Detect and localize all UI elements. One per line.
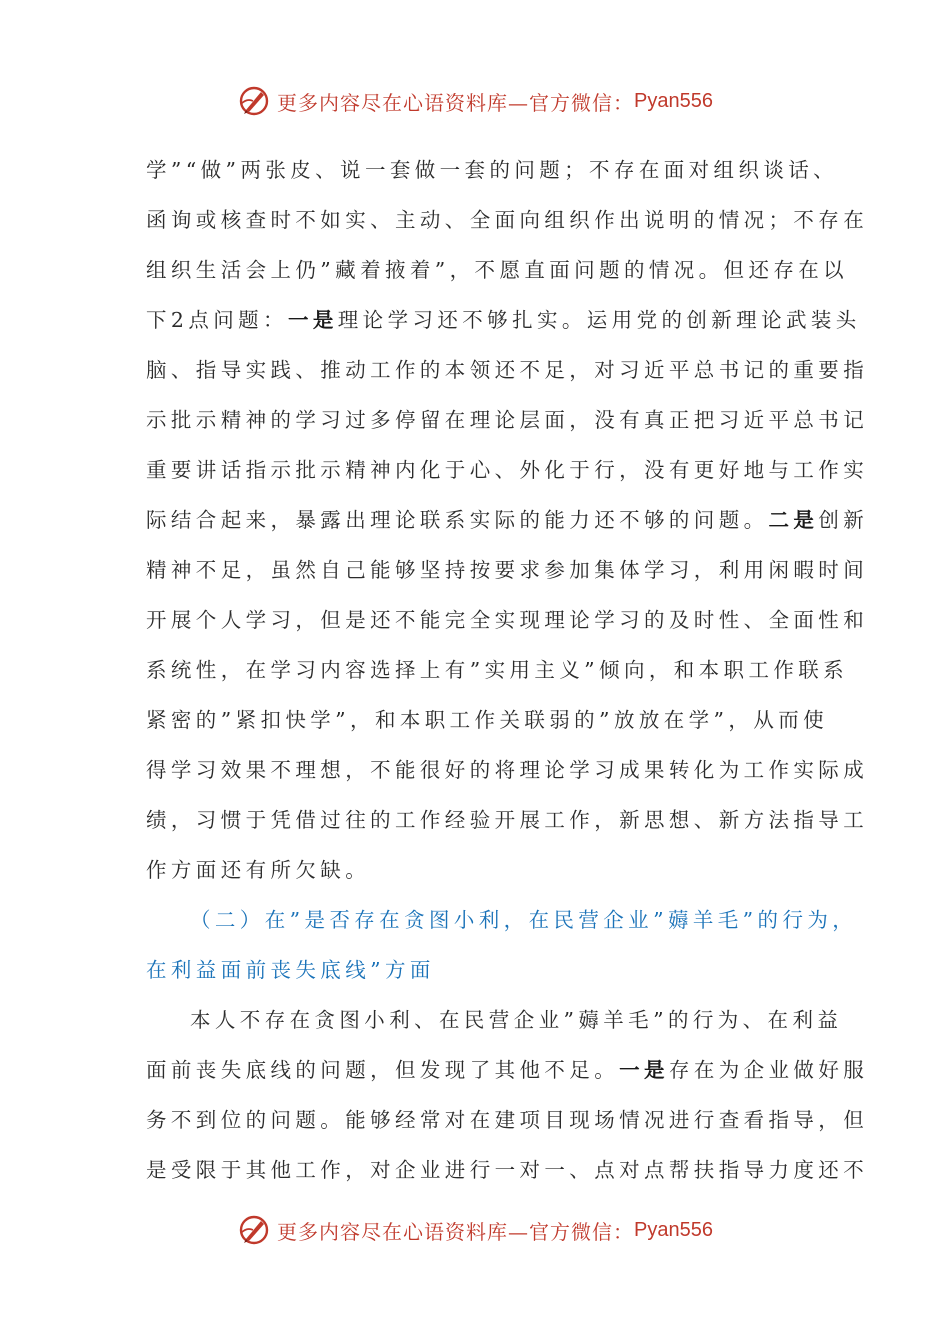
paragraph-line: 系统性，在学习内容选择上有”实用主义”倾向，和本职工作联系 [146,658,849,682]
paragraph-line: 组织生活会上仍”藏着掖着”，不愿直面问题的情况。但还存在以 [146,258,849,282]
banner-text: 更多内容尽在心语资料库— [277,90,530,115]
paragraph-line: 开展个人学习，但是还不能完全实现理论学习的及时性、全面性和 [146,608,869,632]
paragraph-line: 作方面还有所欠缺。 [146,858,371,882]
line-text: 理论学习还不够扎实。运用党的创新理论武装头 [337,308,861,332]
paragraph-line: 精神不足，虽然自己能够坚持按要求参加集体学习，利用闲暇时间 [146,558,869,582]
paragraph-line: 脑、指导实践、推动工作的本领还不足，对习近平总书记的重要指 [146,358,869,382]
paragraph-line: 是受限于其他工作，对企业进行一对一、点对点帮扶指导力度还不 [146,1158,869,1182]
line-text: 创新 [818,508,869,532]
banner-wechat-label: 官方微信： [529,90,635,115]
paragraph-line: 绩，习惯于凭借过往的工作经验开展工作，新思想、新方法指导工 [146,808,869,832]
banner-wechat-label: 官方微信： [529,1219,635,1244]
paragraph-line [146,300,861,350]
paragraph-line [146,500,869,550]
pen-logo-icon [237,84,271,118]
paragraph-line: 重要讲话指示批示精神内化于心、外化于行，没有更好地与工作实 [146,458,869,482]
footer-banner [0,1213,950,1247]
paragraph-line: 学”“做”两张皮、说一套做一套的问题；不存在面对组织谈话、 [146,158,839,182]
line-text: 下2点问题： [146,308,288,332]
line-text: 际结合起来，暴露出理论联系实际的能力还不够的问题。 [146,508,769,532]
paragraph-line: 函询或核查时不如实、主动、全面向组织作出说明的情况；不存在 [146,208,869,232]
paragraph-line: 紧密的”紧扣快学”，和本职工作关联弱的”放放在学”，从而使 [146,708,829,732]
paragraph-line: 务不到位的问题。能够经常对在建项目现场情况进行查看指导，但 [146,1108,869,1132]
section-heading: （二）在”是否存在贪图小利，在民营企业”薅羊毛”的行为， [190,908,858,932]
bold-marker: 一是 [619,1058,669,1082]
paragraph-line: 得学习效果不理想，不能很好的将理论学习成果转化为工作实际成 [146,758,869,782]
paragraph-line: 本人不存在贪图小利、在民营企业”薅羊毛”的行为、在利益 [190,1008,843,1032]
paragraph-line: 示批示精神的学习过多停留在理论层面，没有真正把习近平总书记 [146,408,869,432]
pen-logo-icon [237,1213,271,1247]
line-text: 存在为企业做好服 [668,1058,869,1082]
bold-marker: 二是 [768,508,819,532]
paragraph-line [146,1050,869,1100]
banner-text: 更多内容尽在心语资料库— [277,1219,530,1244]
header-banner [0,84,950,118]
line-text: 面前丧失底线的问题，但发现了其他不足。 [146,1058,620,1082]
banner-wechat-id: Pyan556 [634,89,713,112]
section-heading: 在利益面前丧失底线”方面 [146,958,435,982]
banner-wechat-id: Pyan556 [634,1218,713,1241]
bold-marker: 一是 [287,308,338,332]
document-body [146,150,869,1200]
